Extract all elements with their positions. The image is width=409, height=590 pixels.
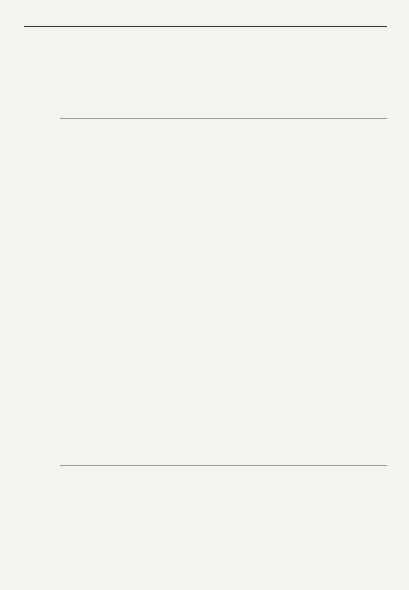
page-header <box>24 10 387 27</box>
chapter-section <box>60 117 387 121</box>
appendix-heading <box>60 464 387 466</box>
chapter-heading <box>60 117 387 119</box>
appendix-section <box>60 464 387 468</box>
